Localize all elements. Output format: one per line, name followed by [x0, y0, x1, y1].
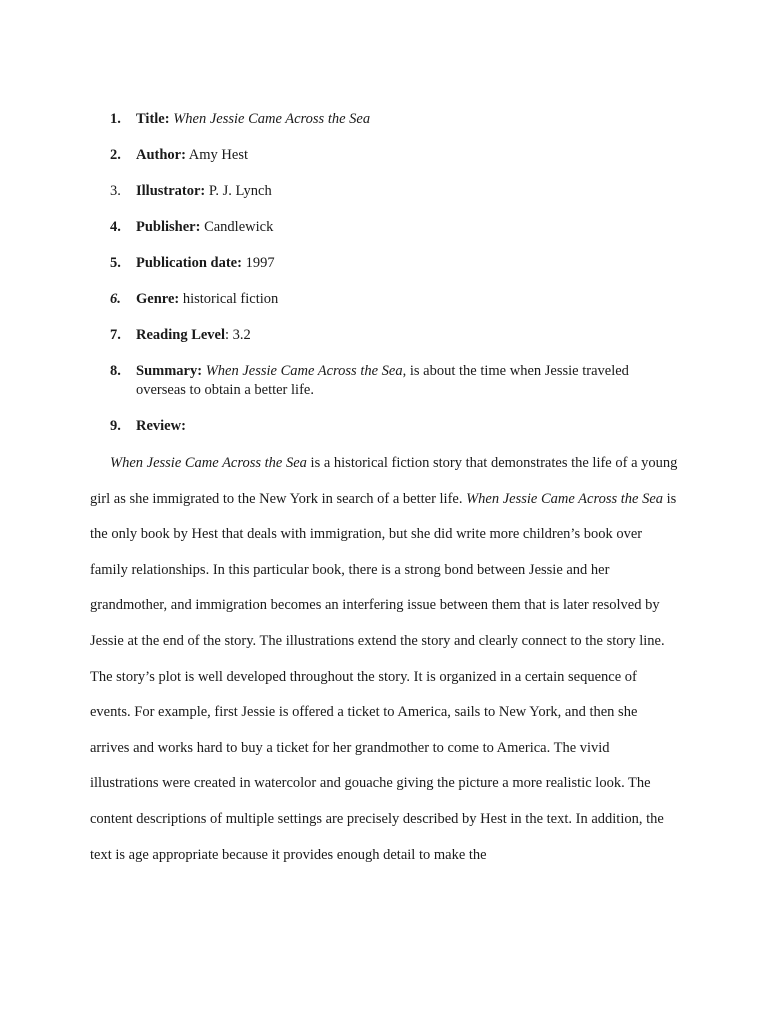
list-item-publication-date [110, 254, 670, 273]
genre: historical fiction [182, 291, 279, 307]
list-item-genre [110, 290, 670, 309]
item-number: 3. [110, 183, 121, 199]
summary-text: , is about the time when Jessie traveled overseas to obtain a better life. [136, 363, 629, 398]
review-text: is the only book by Hest that deals with immigration, but she did write more children’s book over family relationships. In this particular book, there is a strong bond between Jessie and her grandmother, and immigration becomes an interfering issue between them that is later resolved by Jessie at the end of the story. The illustrations extend the story and clearly connect to the story line. The story’s plot is well developed throughout the story. It is organized in a certain sequence of events. For example, first Jessie is offered a ticket to America, sails to New York, and then she arrives and works hard to buy a ticket for her grandmother to come to America. The vivid illustrations were created in watercolor and gouache giving the picture a more realistic look. The content descriptions of multiple settings are precisely described by Hest in the text. In addition, the text is age appropriate because it provides enough detail to make the [90, 490, 677, 863]
review-paragraph [90, 446, 680, 873]
item-label: Illustrator: [136, 183, 206, 199]
item-number: 1. [110, 111, 121, 127]
item-number: 6. [110, 291, 121, 307]
item-label: Review: [136, 418, 186, 434]
book-info-list [110, 110, 670, 453]
review-text: is a historical fiction story that demonstrates the life of a young girl as she immigrated to the New York in search of a better life. [90, 455, 678, 507]
item-number: 9. [110, 418, 121, 434]
list-item-title [110, 110, 670, 129]
illustrator-name: P. J. Lynch [208, 183, 272, 199]
item-label: Publication date: [136, 255, 242, 271]
item-number: 7. [110, 327, 121, 343]
item-label: Publisher: [136, 219, 201, 235]
item-number: 8. [110, 363, 121, 379]
item-number: 4. [110, 219, 121, 235]
list-item-illustrator [110, 182, 670, 201]
reading-level: : 3.2 [225, 327, 251, 343]
publisher-name: Candlewick [204, 219, 274, 235]
item-label: Genre: [136, 291, 180, 307]
summary-book-title: When Jessie Came Across the Sea [205, 363, 403, 379]
list-item-reading-level [110, 326, 670, 345]
review-book-title: When Jessie Came Across the Sea [110, 455, 307, 471]
list-item-publisher [110, 218, 670, 237]
item-label: Author: [136, 147, 186, 163]
list-item-author [110, 146, 670, 165]
book-title: When Jessie Came Across the Sea [173, 111, 371, 127]
item-label: Summary: [136, 363, 203, 379]
item-number: 2. [110, 147, 121, 163]
author-name: Amy Hest [188, 147, 248, 163]
list-item-summary [110, 362, 670, 400]
publication-date: 1997 [245, 255, 275, 271]
list-item-review [110, 417, 670, 436]
review-book-title: When Jessie Came Across the Sea [466, 490, 664, 507]
item-label: Reading Level [136, 327, 226, 343]
item-label: Title: [136, 111, 170, 127]
item-number: 5. [110, 255, 121, 271]
